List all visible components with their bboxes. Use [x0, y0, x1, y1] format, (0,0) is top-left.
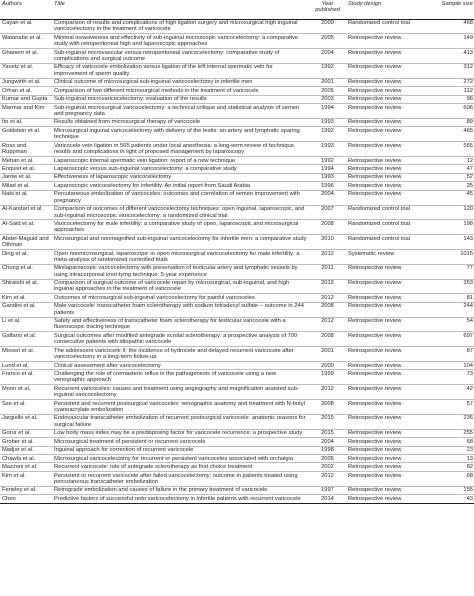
table-row: [0, 34, 474, 49]
year-cell: 2015: [308, 429, 346, 437]
authors-cell: Ghanem et al.: [0, 49, 52, 64]
table-row: [0, 332, 474, 347]
table-row: [0, 294, 474, 302]
table-row: [0, 399, 474, 414]
sample-size-cell: 272: [438, 78, 474, 86]
sample-size-cell: 468: [438, 19, 474, 34]
title-cell: Laparoscopic internal spermatic vein ligation: report of a new technique: [52, 156, 308, 164]
year-cell: 1994: [308, 104, 346, 119]
sample-size-cell: 413: [438, 49, 474, 64]
study-design-cell: Randomized control trial: [346, 19, 438, 34]
authors-cell: Goldstein et al.: [0, 127, 52, 142]
table-row: [0, 495, 474, 503]
table-row: [0, 454, 474, 462]
year-cell: 2001: [308, 347, 346, 362]
authors-cell: Kim et al.: [0, 294, 52, 302]
year-cell: 2008: [308, 332, 346, 347]
study-design-cell: Retrospective review: [346, 142, 438, 157]
authors-cell: Cayan et al.: [0, 19, 52, 34]
title-cell: Endovascular transcatheter embolization of recurrent postsurgical varicocele: anatomic reasons for surgical failure: [52, 414, 308, 429]
title-cell: Laparoscopic varicocelectomy for infertility. An initial report from Saudi Arabia: [52, 182, 308, 190]
authors-cell: Kumar and Gupta: [0, 95, 52, 103]
header-row: [0, 0, 474, 19]
year-cell: 2008: [308, 302, 346, 317]
year-cell: 1999: [308, 370, 346, 385]
title-cell: Male varicocele: transcatheter foam sclerotherapy with sodium tetradecyl sulfate – outcome in 244 patients: [52, 302, 308, 317]
authors-cell: Sze et al.: [0, 399, 52, 414]
study-design-cell: Retrospective review: [346, 127, 438, 142]
year-cell: 2012: [308, 385, 346, 400]
year-cell: 2005: [308, 454, 346, 462]
authors-cell: Mehan et al.: [0, 156, 52, 164]
study-design-cell: Retrospective review: [346, 63, 438, 78]
table-row: [0, 235, 474, 250]
title-cell: Results obtained from microsurgical therapy of varicocele: [52, 118, 308, 126]
title-cell: Safety and effectiveness of transcatheter foam sclerotherapy for testicular varicocele with a fluoroscopic tracing technique: [52, 317, 308, 332]
study-design-cell: Retrospective review: [346, 361, 438, 369]
title-cell: Microsurgical inguinal varicocelectomy with delivery of the testis: an artery and lymphatic sparing technique: [52, 127, 308, 142]
table-row: [0, 173, 474, 181]
study-design-cell: Retrospective review: [346, 385, 438, 400]
year-cell: 1993: [308, 118, 346, 126]
header-title: Title: [52, 0, 308, 19]
title-cell: Comparison of two different microsurgical methods in the treatment of varicocele: [52, 87, 308, 95]
authors-cell: Jarow et al.: [0, 173, 52, 181]
study-design-cell: Retrospective review: [346, 446, 438, 454]
title-cell: Sub-inguinal microsurgical varicocelectomy: a technical critique and statistical analysis of semen and pregnancy data: [52, 104, 308, 119]
year-cell: 1992: [308, 127, 346, 142]
study-design-cell: Retrospective review: [346, 294, 438, 302]
table-row: [0, 220, 474, 235]
study-design-cell: Retrospective review: [346, 429, 438, 437]
year-cell: 2012: [308, 471, 346, 486]
authors-cell: Watanabe et al.: [0, 34, 52, 49]
study-design-cell: Retrospective review: [346, 264, 438, 279]
study-design-cell: Retrospective review: [346, 190, 438, 205]
authors-cell: Gandini et al.: [0, 302, 52, 317]
study-design-cell: Retrospective review: [346, 173, 438, 181]
table-row: [0, 104, 474, 119]
sample-size-cell: 149: [438, 34, 474, 49]
title-cell: Low body mass index may be a predisposing factor for varicocele recurrence: a prospective study: [52, 429, 308, 437]
table-row: [0, 49, 474, 64]
sample-size-cell: 565: [438, 142, 474, 157]
year-cell: 2003: [308, 95, 346, 103]
title-cell: Challenging the role of cremasteric reflux in the pathogenesis of varicocele using a new venographic approach: [52, 370, 308, 385]
study-design-cell: Retrospective review: [346, 486, 438, 494]
year-cell: 1994: [308, 165, 346, 173]
authors-cell: Milad et al.: [0, 182, 52, 190]
authors-cell: Jargiello et al.: [0, 414, 52, 429]
title-cell: Microsurgical varicocelectomy for recurrent or persistent varicoceles associated with orchalgia: [52, 454, 308, 462]
table-row: [0, 127, 474, 142]
sample-size-cell: 697: [438, 332, 474, 347]
study-design-cell: Randomized control trial: [346, 220, 438, 235]
year-cell: 1992: [308, 156, 346, 164]
year-cell: 2000: [308, 19, 346, 34]
table-body: [0, 19, 474, 503]
sample-size-cell: 104: [438, 361, 474, 369]
year-cell: 1993: [308, 173, 346, 181]
year-cell: 2004: [308, 438, 346, 446]
year-cell: 2000: [308, 361, 346, 369]
study-design-cell: Retrospective review: [346, 495, 438, 503]
sample-size-cell: 42: [438, 385, 474, 400]
table-row: [0, 142, 474, 157]
table-row: [0, 471, 474, 486]
authors-cell: Orhan et al.: [0, 87, 52, 95]
title-cell: Comparison of results and complications of high ligation surgery and microsurgical high inguinal varicocelectomy in the treatment of varicocele: [52, 19, 308, 34]
authors-cell: Mazzoni et al.: [0, 463, 52, 471]
table-row: [0, 463, 474, 471]
title-cell: Effectiveness of laparoscopic varicocelectomy: [52, 173, 308, 181]
table-row: [0, 205, 474, 220]
title-cell: Open nonmicrosurgical, laparoscopic or open microsurgical varicocelectomy for male infertility: a meta-analysis of randomized controlled trials: [52, 249, 308, 264]
sample-size-cell: 155: [438, 486, 474, 494]
title-cell: Laparoscopic versus sub-inguinal varicocelectomy: a comparative study: [52, 165, 308, 173]
table-row: [0, 19, 474, 34]
table-row: [0, 78, 474, 86]
authors-cell: Chen: [0, 495, 52, 503]
authors-cell: Yavetz et al.: [0, 63, 52, 78]
title-cell: Minimal invasiveness and effectivity of sub-inguinal microscopic varicocelectomy: a comparative study with retroperitoneal high and laparoscopic approaches: [52, 34, 308, 49]
authors-cell: Marmar and Kim: [0, 104, 52, 119]
title-cell: Predictive factors of successful redo varicocelectomy in infertile patients with recurrent varicocele: [52, 495, 308, 503]
title-cell: Microsurgical and nonmagnified sub-inguinal varicocelectomy for infertile men: a comparative study: [52, 235, 308, 250]
table-row: [0, 264, 474, 279]
study-design-cell: Retrospective review: [346, 95, 438, 103]
title-cell: Percutaneous embolization of varicoceles: outcomes and correlation of semen improvement with pregnancy: [52, 190, 308, 205]
table-row: [0, 87, 474, 95]
year-cell: 2012: [308, 249, 346, 264]
study-design-cell: Retrospective review: [346, 165, 438, 173]
authors-cell: Shiraishi et al.: [0, 279, 52, 294]
study-design-cell: Retrospective review: [346, 87, 438, 95]
study-design-cell: Retrospective review: [346, 156, 438, 164]
authors-cell: Al-Kandari et al.: [0, 205, 52, 220]
authors-cell: Gorur et al.: [0, 429, 52, 437]
study-design-cell: Retrospective review: [346, 34, 438, 49]
table-row: [0, 446, 474, 454]
sample-size-cell: 68: [438, 438, 474, 446]
sample-size-cell: 89: [438, 118, 474, 126]
title-cell: Persistent or recurrent varicocele after failed varicocelectomy: outcome in patients treated using percutaneous transcatheter embolization: [52, 471, 308, 486]
table-row: [0, 190, 474, 205]
authors-cell: Franco et al.: [0, 370, 52, 385]
table-row: [0, 385, 474, 400]
year-cell: 2015: [308, 414, 346, 429]
table-row: [0, 182, 474, 190]
table-row: [0, 438, 474, 446]
sample-size-cell: 54: [438, 317, 474, 332]
year-cell: 2005: [308, 34, 346, 49]
authors-cell: Galfano et al.: [0, 332, 52, 347]
sample-size-cell: 47: [438, 165, 474, 173]
header-authors: Authors: [0, 0, 52, 19]
sample-size-cell: 143: [438, 235, 474, 250]
table-row: [0, 429, 474, 437]
authors-cell: Lund et al.: [0, 361, 52, 369]
study-design-cell: Retrospective review: [346, 118, 438, 126]
year-cell: 2004: [308, 49, 346, 64]
sample-size-cell: 68: [438, 471, 474, 486]
table-row: [0, 347, 474, 362]
table-row: [0, 63, 474, 78]
authors-cell: Abdel-Maguid and Othman: [0, 235, 52, 250]
authors-cell: Grober et al.: [0, 438, 52, 446]
year-cell: 2010: [308, 235, 346, 250]
title-cell: Inguinal approach for correction of recurrent varicocele: [52, 446, 308, 454]
year-cell: 2008: [308, 220, 346, 235]
title-cell: Varicocelectomy for male infertility: a comparative study of open, laparoscopic and microsurgical approaches: [52, 220, 308, 235]
title-cell: Clinical outcome of microsurgical sub-inguinal varicocelectomy in infertile men: [52, 78, 308, 86]
study-design-cell: Retrospective review: [346, 302, 438, 317]
sample-size-cell: 25: [438, 182, 474, 190]
year-cell: 2004: [308, 190, 346, 205]
authors-cell: Chawla et al.: [0, 454, 52, 462]
sample-size-cell: 198: [438, 220, 474, 235]
authors-cell: Al-Said et al.: [0, 220, 52, 235]
sample-size-cell: 255: [438, 429, 474, 437]
table-row: [0, 156, 474, 164]
authors-cell: Madjar et al.: [0, 446, 52, 454]
title-cell: Surgical outcomes after modified antegrade scrotal sclerotherapy: a prospective analysis of 700 consecutive patients with idiopathic varicocele: [52, 332, 308, 347]
title-cell: Varicocele vein ligation in 565 patients under local anesthesia: a long-term review of technique, results and complications in light of proposed management by laparoscopy: [52, 142, 308, 157]
year-cell: 2014: [308, 495, 346, 503]
study-design-cell: Retrospective review: [346, 49, 438, 64]
study-design-cell: Randomized control trial: [346, 205, 438, 220]
study-design-cell: Retrospective review: [346, 78, 438, 86]
table-row: [0, 302, 474, 317]
year-cell: 2005: [308, 87, 346, 95]
header-study-design: Study design: [346, 0, 438, 19]
title-cell: Sub-inguinal microvascular versus retroperitoneal varicocelectomy: comparative study of complications and surgical outcome: [52, 49, 308, 64]
sample-size-cell: 81: [438, 294, 474, 302]
header-sample-size: Sample size: [438, 0, 474, 19]
authors-cell: Moon et al.: [0, 385, 52, 400]
title-cell: Comparison of outcomes of different varicocelectomy techniques: open inguinal, laparoscopic, and sub-inguinal microscopic varicocelectomy: a randomized clinical trial: [52, 205, 308, 220]
sample-size-cell: 312: [438, 63, 474, 78]
header-year-published: Year published: [308, 0, 346, 19]
year-cell: 1993: [308, 142, 346, 157]
sample-size-cell: 244: [438, 302, 474, 317]
sample-size-cell: 82: [438, 463, 474, 471]
title-cell: Recurrent varicoceles: causes and treatment using angiography and magnification assisted sub-inguinal varicocelectomy: [52, 385, 308, 400]
title-cell: Microsurgical treatment of persistent or recurrent varicocele: [52, 438, 308, 446]
title-cell: Clinical assessment after varicocelectomy: [52, 361, 308, 369]
title-cell: Comparison of surgical outcome of varicocele repair by microsurgical, sub-inguinal, and high inguinal approaches in the treatment of varicocele: [52, 279, 308, 294]
sample-size-cell: 77: [438, 264, 474, 279]
title-cell: Persistent and recurrent postsurgical varicoceles: venographic anatomy and treatment with N-butyl cyanoacrylate embolization: [52, 399, 308, 414]
sample-size-cell: 465: [438, 127, 474, 142]
sample-size-cell: 120: [438, 205, 474, 220]
year-cell: 1997: [308, 486, 346, 494]
title-cell: Sub-inguinal microvaricocelectomy: evaluation of the results: [52, 95, 308, 103]
year-cell: 1992: [308, 63, 346, 78]
sample-size-cell: 43: [438, 495, 474, 503]
study-design-cell: Retrospective review: [346, 463, 438, 471]
sample-size-cell: 112: [438, 87, 474, 95]
table-row: [0, 279, 474, 294]
sample-size-cell: 52: [438, 173, 474, 181]
year-cell: 2012: [308, 279, 346, 294]
authors-cell: Chung et al.: [0, 264, 52, 279]
authors-cell: Nabi et al.: [0, 190, 52, 205]
sample-size-cell: 353: [438, 279, 474, 294]
study-design-cell: Retrospective review: [346, 399, 438, 414]
study-design-cell: Retrospective review: [346, 182, 438, 190]
sample-size-cell: 96: [438, 95, 474, 103]
study-design-cell: Retrospective review: [346, 438, 438, 446]
table-row: [0, 165, 474, 173]
authors-cell: Misseri et al.: [0, 347, 52, 362]
study-design-cell: Retrospective review: [346, 471, 438, 486]
authors-cell: Ito et al.: [0, 118, 52, 126]
title-cell: Efficacy of varicocele embolization versus ligation of the left internal spermatic vein for improvement of sperm quality: [52, 63, 308, 78]
sample-size-cell: 13: [438, 454, 474, 462]
sample-size-cell: 12: [438, 156, 474, 164]
study-design-cell: Retrospective review: [346, 414, 438, 429]
study-design-cell: Retrospective review: [346, 332, 438, 347]
year-cell: 1998: [308, 446, 346, 454]
sample-size-cell: 236: [438, 414, 474, 429]
table-row: [0, 249, 474, 264]
sample-size-cell: 57: [438, 399, 474, 414]
study-design-cell: Retrospective review: [346, 317, 438, 332]
table-row: [0, 95, 474, 103]
table-row: [0, 370, 474, 385]
authors-cell: Jungwirth et al.: [0, 78, 52, 86]
study-design-cell: Retrospective review: [346, 104, 438, 119]
authors-cell: Feneley et al.: [0, 486, 52, 494]
study-design-cell: Retrospective review: [346, 279, 438, 294]
authors-cell: Ding et al.: [0, 249, 52, 264]
sample-size-cell: 1015: [438, 249, 474, 264]
year-cell: 2002: [308, 463, 346, 471]
table-row: [0, 317, 474, 332]
sample-size-cell: 87: [438, 347, 474, 362]
year-cell: 2007: [308, 205, 346, 220]
title-cell: Outcomes of microsurgical sub-inguinal varicocelectomy for painful varicoceles: [52, 294, 308, 302]
title-cell: Retrograde embolization and causes of failure in the primary treatment of varicocele: [52, 486, 308, 494]
title-cell: The adolescent varicocele II: the incidence of hydrocele and delayed recurrent varicocele after varicocelectomy in a long-term follow-up: [52, 347, 308, 362]
year-cell: 2011: [308, 264, 346, 279]
title-cell: Minilaparoscopic varicocelectomy with preservation of testicular artery and lymphatic vessels by using intracorporeal knot-tying technique: 5-year experience: [52, 264, 308, 279]
year-cell: 2008: [308, 399, 346, 414]
authors-cell: Kim et al.: [0, 471, 52, 486]
study-design-cell: Retrospective review: [346, 454, 438, 462]
study-design-cell: Retrospective review: [346, 370, 438, 385]
year-cell: 2001: [308, 78, 346, 86]
title-cell: Recurrent varicocele: role of antegrade sclerotherapy as first choice treatment: [52, 463, 308, 471]
authors-cell: Ross and Ruppman: [0, 142, 52, 157]
study-design-cell: Systematic review: [346, 249, 438, 264]
table-row: [0, 118, 474, 126]
sample-size-cell: 606: [438, 104, 474, 119]
table-row: [0, 414, 474, 429]
authors-cell: Enquist et al.: [0, 165, 52, 173]
sample-size-cell: 73: [438, 370, 474, 385]
authors-cell: Li et al.: [0, 317, 52, 332]
study-design-cell: Retrospective review: [346, 347, 438, 362]
sample-size-cell: 23: [438, 446, 474, 454]
study-design-cell: Randomized control trial: [346, 235, 438, 250]
year-cell: 2012: [308, 317, 346, 332]
table-row: [0, 361, 474, 369]
year-cell: 2012: [308, 294, 346, 302]
table-row: [0, 486, 474, 494]
year-cell: 1996: [308, 182, 346, 190]
sample-size-cell: 45: [438, 190, 474, 205]
